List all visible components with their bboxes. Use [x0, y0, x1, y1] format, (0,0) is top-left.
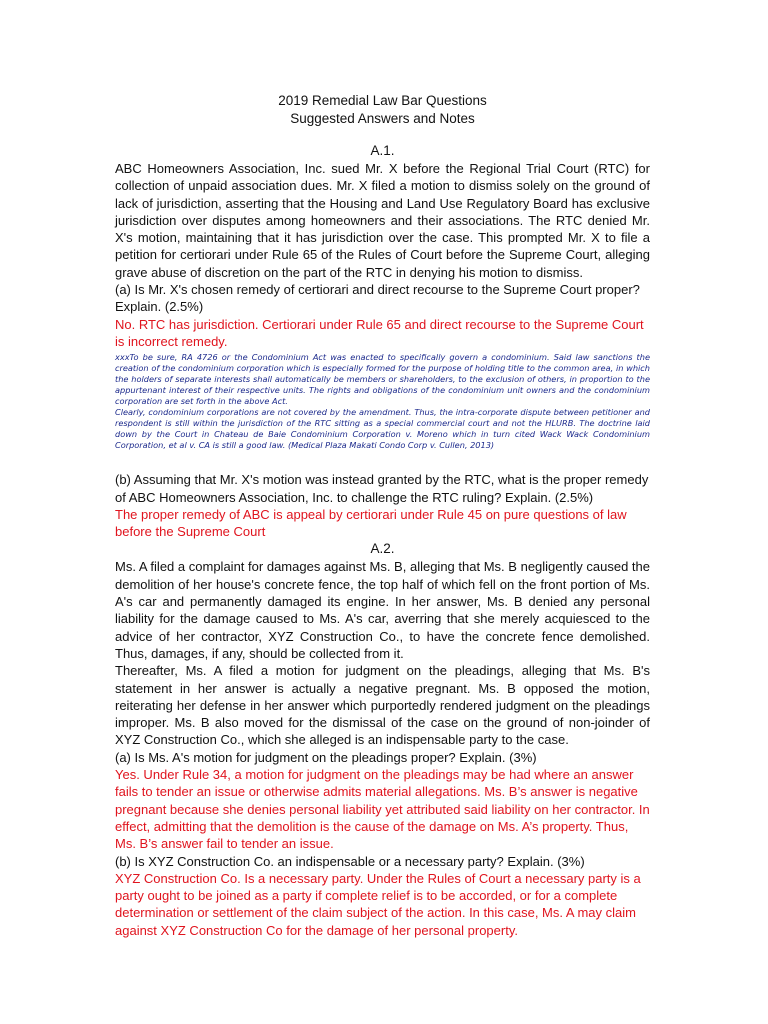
answer-a1-b: The proper remedy of ABC is appeal by certiorari under Rule 45 on pure questions of law before the Supreme Court: [115, 506, 627, 540]
spacer: [115, 451, 650, 471]
note-a1-1: xxxTo be sure, RA 4726 or the Condominium Act was enacted to specifically govern a condominium. Said law sanctions the creation of the condominium corporation which is especially formed for the purpose of holding title to the common area, in which the holders of separate interests shall automatically be members or shareholders, to the exclusion of others, in proportion to the appurtenant interest of their respective units. The rights and obligations of the condominium unit owners and the condominium corporation are set forth in the above Act.: [115, 352, 650, 407]
answer-a1-a: No. RTC has jurisdiction. Certiorari under Rule 65 and direct recourse to the Supreme Court is incorrect remedy.: [115, 316, 644, 349]
sub-question-a2-b: (b) Is XYZ Construction Co. an indispensable or a necessary party? Explain. (3%): [115, 853, 585, 869]
question-heading-a2: A.2.: [370, 541, 395, 557]
document-title: 2019 Remedial Law Bar Questions: [278, 93, 487, 108]
question-facts-a2-2: Thereafter, Ms. A filed a motion for judgment on the pleadings, alleging that Ms. B's statement in her answer is actually a negative pregnant. Ms. B opposed the motion, reiterating her defense in her answer which purportedly rendered judgment on the pleadings improper. Ms. B also moved for the dismissal of the case on the ground of non-joinder of XYZ Construction Co., which she alleged is an indispensable party to the case.: [115, 663, 650, 748]
note-a1-2: Clearly, condominium corporations are not covered by the amendment. Thus, the intra-corporate dispute between petitioner and respondent is still within the jurisdiction of the RTC sitting as a special commercial court and not the HLURB. The doctrine laid down by the Court in Chateau de Baie Condominium Corporation v. Moreno which in turn cited Wack Wack Condominium Corporation, et al v. CA is still a good law. (Medical Plaza Makati Condo Corp v. Cullen, 2013): [115, 407, 650, 451]
document-page: [115, 92, 650, 939]
answer-a2-a: Yes. Under Rule 34, a motion for judgment on the pleadings may be had where an answer fails to tender an issue or otherwise admits material allegations. Ms. B’s answer is negative pregnant because she denies personal liability yet attributed said liability on her contractor. In effect, admitting that the demolition is the cause of the damage on Ms. A’s property. Thus, Ms. B’s answer fail to tender an issue.: [115, 767, 650, 852]
question-facts-a1: ABC Homeowners Association, Inc. sued Mr. X before the Regional Trial Court (RTC) for collection of unpaid association dues. Mr. X filed a motion to dismiss solely on the ground of lack of jurisdiction, asserting that the Housing and Land Use Regulatory Board has exclusive jurisdiction over disputes among homeowners and their associations. The RTC denied Mr. X's motion, maintaining that it has jurisdiction over the case. This prompted Mr. X to file a petition for certiorari under Rule 65 of the Rules of Court before the Supreme Court, alleging grave abuse of discretion on the part of the RTC in denying his motion to dismiss.: [115, 161, 650, 280]
question-facts-a2-1: Ms. A filed a complaint for damages against Ms. B, alleging that Ms. B negligently caused the demolition of her house's concrete fence, the top half of which fell on the front portion of Ms. A's car and permanently damaged its engine. In her answer, Ms. B denied any personal liability for the damage caused to Ms. A's car, averring that she merely acquiesced to the advice of her contractor, XYZ Construction Co., to have the concrete fence demolished. Thus, damages, if any, should be collected from it.: [115, 559, 650, 661]
sub-question-a1-b: (b) Assuming that Mr. X's motion was instead granted by the RTC, what is the proper remedy of ABC Homeowners Association, Inc. to challenge the RTC ruling? Explain. (2.5%): [115, 472, 649, 505]
answer-a2-b: XYZ Construction Co. Is a necessary party. Under the Rules of Court a necessary party is a party ought to be joined as a party if complete relief is to be accorded, or for a complete determination or settlement of the claim subject of the action. In this case, Ms. A may claim against XYZ Construction Co for the damage of her personal property.: [115, 870, 641, 938]
sub-question-a1-a: (a) Is Mr. X's chosen remedy of certiorari and direct recourse to the Supreme Court proper? Explain. (2.5%): [115, 282, 640, 315]
document-subtitle: Suggested Answers and Notes: [290, 111, 475, 126]
question-heading-a1: A.1.: [370, 143, 395, 158]
sub-question-a2-a: (a) Is Ms. A's motion for judgment on the pleadings proper? Explain. (3%): [115, 749, 537, 765]
